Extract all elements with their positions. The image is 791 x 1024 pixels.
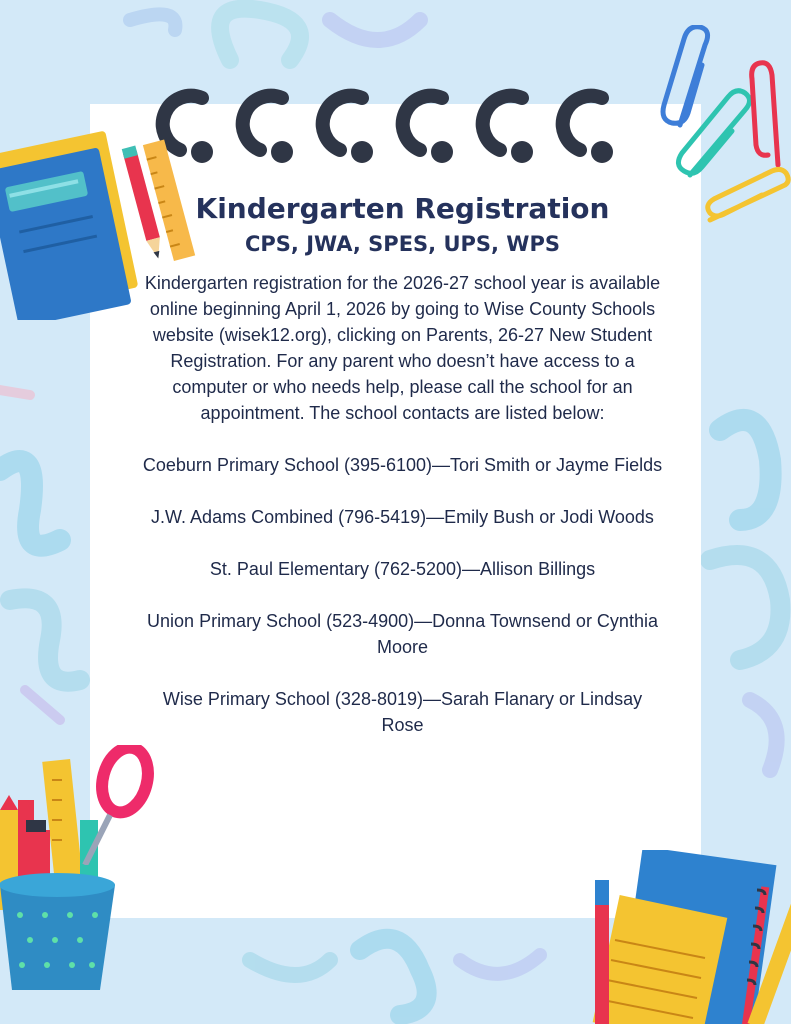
contact-union: Union Primary School (523-4900)—Donna Townsend or Cynthia Moore xyxy=(147,611,658,657)
binder-rings xyxy=(150,70,630,170)
intro-paragraph: Kindergarten registration for the 2026-27 school year is available online beginning April 1, 2026 by going to Wise County Schools website (wisek12.org), clicking on Parents, 26-27 New Student Registration. For any parent who doesn’t have access to a computer or who needs help, please call the school for an appointment. The school contacts are listed below: xyxy=(144,273,661,423)
paper-clip-icon xyxy=(650,25,791,235)
contact-st-paul: St. Paul Elementary (762-5200)—Allison Billings xyxy=(209,559,596,579)
contact-jw-adams: J.W. Adams Combined (796-5419)—Emily Bush or Jodi Woods xyxy=(151,507,654,527)
page-title: Kindergarten Registration xyxy=(195,192,610,225)
flyer-content xyxy=(140,190,665,764)
schools-subtitle: CPS, JWA, SPES, UPS, WPS xyxy=(245,232,560,256)
contact-coeburn: Coeburn Primary School (395-6100)—Tori Smith or Jayme Fields xyxy=(142,455,663,475)
contact-wise: Wise Primary School (328-8019)—Sarah Flanary or Lindsay Rose xyxy=(162,689,643,735)
spiral-notebook-icon xyxy=(585,850,791,1024)
